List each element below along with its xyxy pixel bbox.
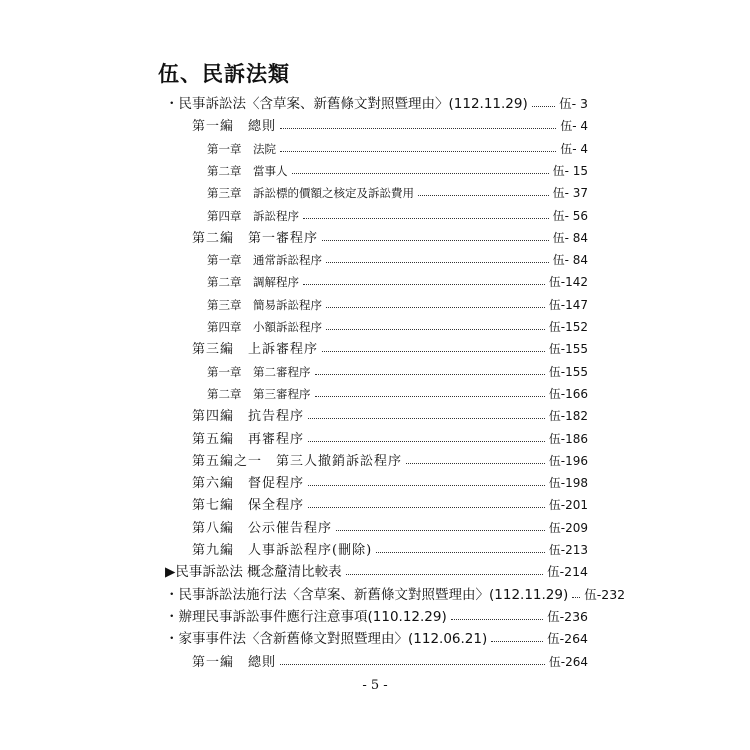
section-title: 伍、民訴法類 [158,61,290,86]
dot-leader [346,574,543,575]
toc-entry-page: 伍-155 [548,364,588,379]
toc-entry-label: 第五編之一 第三人撤銷訴訟程序 [192,453,403,469]
dot-leader [491,641,543,642]
toc-entry-part [0,402,750,424]
toc-entry-label: 第六編 督促程序 [192,476,305,492]
toc-entry-chapter [0,358,750,380]
dot-leader [572,597,580,598]
dot-leader [418,195,549,196]
dot-leader [376,552,545,553]
toc-entry-label: ・辦理民事訴訟事件應行注意事項(110.12.29) [165,608,447,625]
dot-leader [315,396,545,397]
toc-entry-page: 伍-155 [548,342,588,357]
toc-entry-label: 第四章 小額訴訟程序 [207,320,322,334]
toc-entry-label: 第五編 再審程序 [192,431,305,447]
toc-entry-label: 第八編 公示催告程序 [192,520,333,536]
toc-entry-part [0,425,750,447]
dot-leader [326,329,545,330]
toc-entry-label: 第二編 第一審程序 [192,230,319,246]
toc-entry-page: 伍-142 [548,275,588,290]
dot-leader [315,374,545,375]
toc-entry-page: 伍-166 [548,386,588,401]
toc-entry-label: 第一章 第二審程序 [207,364,311,379]
toc-entry-page: 伍- 84 [552,253,588,268]
toc-entry-page: 伍-232 [584,586,626,602]
toc-entry-label: ▶民事訴訟法 概念釐清比較表 [165,564,342,581]
dot-leader [451,619,543,620]
toc-entry-page: 伍- 84 [552,230,588,245]
toc-entry-label: ・民事訴訟法〈含草案、新舊條文對照暨理由〉(112.11.29) [165,96,528,112]
toc-entry-label: 第一編 總則 [192,654,277,670]
toc-entry-part [0,112,750,134]
dot-leader [308,485,545,486]
toc-entry-label: ・民事訴訟法施行法〈含草案、新舊條文對照暨理由〉(112.11.29) [165,586,569,603]
toc-entry-part [0,469,750,491]
toc-entry-page: 伍- 4 [560,141,588,156]
toc-entry-page: 伍-264 [547,631,588,647]
dot-leader [336,530,545,531]
dot-leader [308,441,545,442]
dot-leader [280,664,545,665]
toc-entry-page: 伍-198 [548,476,588,491]
toc-entry-label: 第二章 調解程序 [207,275,299,290]
toc-entry-page: 伍- 3 [559,96,588,111]
toc-entry-main [0,625,750,647]
dot-leader [326,307,545,308]
toc-entry-main [0,90,750,112]
toc-entry-label: 第一編 總則 [192,119,277,135]
toc-entry-page: 伍-209 [548,520,588,535]
toc-entry-chapter [0,202,750,224]
toc-entry-main [0,558,750,580]
toc-entry-main [0,603,750,625]
toc-entry-chapter [0,291,750,313]
toc-entry-page: 伍-196 [548,453,588,468]
dot-leader [406,463,545,464]
toc-entry-label: 第三編 上訴審程序 [192,342,319,358]
page-number: - 5 - [362,678,388,693]
toc-entry-page: 伍- 56 [552,208,588,223]
toc-entry-part [0,491,750,513]
toc-entry-page: 伍-264 [548,654,588,669]
toc-entry-label: 第一章 法院 [207,141,276,156]
toc-entry-page: 伍-214 [547,564,588,580]
toc-entry-page: 伍-152 [548,320,588,334]
toc-entry-chapter [0,268,750,290]
dot-leader [322,351,545,352]
dot-leader [326,262,549,263]
toc-entry-label: 第一章 通常訴訟程序 [207,253,322,268]
toc-entry-part [0,514,750,536]
toc-entry-page: 伍- 15 [552,163,588,178]
toc-entry-label: 第四編 抗告程序 [192,409,305,425]
toc-entry-label: 第二章 第三審程序 [207,386,311,401]
toc-entry-page: 伍-236 [547,608,588,624]
toc-entry-chapter [0,135,750,157]
toc-entry-part [0,447,750,469]
toc-entry-page: 伍-147 [548,297,588,312]
toc-entry-chapter [0,380,750,402]
toc-entry-label: 第九編 人事訴訟程序(刪除) [192,543,373,558]
dot-leader [303,218,549,219]
dot-leader [532,106,555,107]
toc-entry-page: 伍-213 [548,543,588,557]
dot-leader [280,151,556,152]
toc-entry-page: 伍-182 [548,409,588,424]
toc-entry-chapter [0,313,750,335]
toc-entry-main [0,581,750,603]
toc-entry-part [0,648,750,670]
dot-leader [292,173,549,174]
dot-leader [308,507,545,508]
toc-entry-part [0,224,750,246]
dot-leader [280,128,556,129]
toc-entry-page: 伍-201 [548,498,588,513]
toc-entry-part [0,335,750,357]
toc-entry-part [0,536,750,558]
toc-entry-chapter [0,179,750,201]
toc-entry-label: 第二章 當事人 [207,163,288,178]
dot-leader [322,240,549,241]
dot-leader [303,284,545,285]
toc-entry-label: ・家事事件法〈含新舊條文對照暨理由〉(112.06.21) [165,631,488,648]
dot-leader [308,418,545,419]
toc-entry-chapter [0,246,750,268]
toc-entry-page: 伍- 4 [560,119,588,134]
toc-entry-label: 第四章 訴訟程序 [207,208,299,223]
toc-entry-page: 伍- 37 [552,186,588,201]
toc-entry-label: 第三章 訴訟標的價額之核定及訴訟費用 [207,186,414,201]
toc-entry-label: 第七編 保全程序 [192,498,305,514]
toc-entry-chapter [0,157,750,179]
toc-entry-label: 第三章 簡易訴訟程序 [207,297,322,312]
toc-entry-page: 伍-186 [548,431,588,446]
